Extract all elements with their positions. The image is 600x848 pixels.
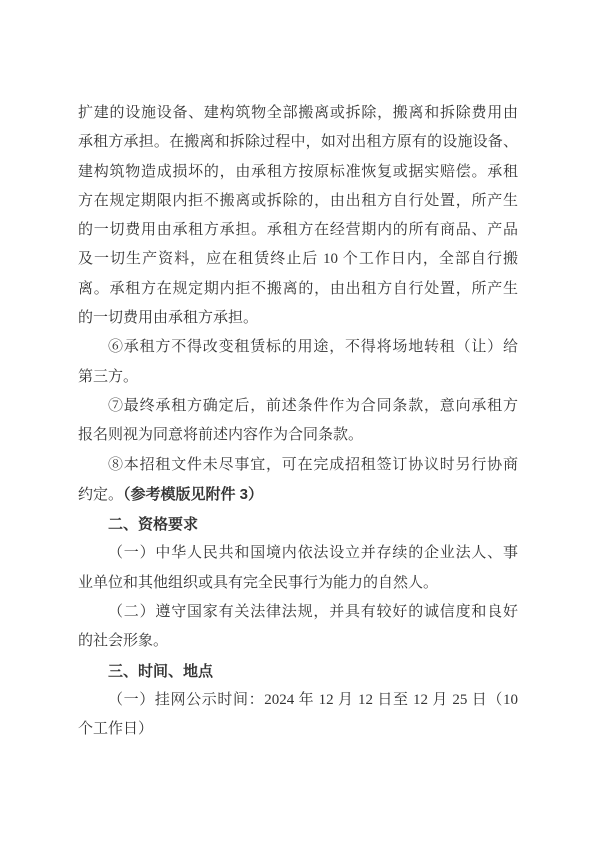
paragraph-line: 的一切费用由承租方承担。 (78, 310, 259, 327)
clause-8-line: ⑧本招租文件未尽事宜，可在完成招租签订协议时另行协商 (108, 456, 518, 473)
paragraph-line: 个工作日） (78, 721, 154, 738)
paragraph-line: 报名则视为同意将前述内容作为合同条款。 (78, 427, 364, 444)
clause-7-line: ⑦最终承租方确定后，前述条件作为合同条款，意向承租方 (108, 397, 518, 414)
attachment-reference-bold-text: （参考模版见附件 3） (123, 485, 264, 503)
paragraph-line: 的社会形象。 (78, 633, 169, 650)
clause-8-continuation-line (78, 480, 518, 510)
paragraph-line: 扩建的设施设备、建构筑物全部搬离或拆除，搬离和拆除费用由 (78, 105, 518, 121)
paragraph-line: 及一切生产资料，应在租赁终止后 10 个工作日内，全部自行搬 (78, 251, 518, 268)
paragraph-line: 方在规定期限内拒不搬离或拆除的，由出租方自行处置，所产生 (78, 192, 518, 209)
paragraph-line: 业单位和其他组织或具有完全民事行为能力的自然人。 (78, 574, 439, 591)
paragraph-line: 第三方。 (78, 368, 139, 385)
section-heading-time-place: 三、时间、地点 (108, 662, 214, 680)
publication-time-line: （一）挂网公示时间：2024 年 12 月 12 日至 12 月 25 日（10 (108, 691, 518, 708)
qualification-item-2-line: （二）遵守国家有关法律法规，并具有较好的诚信度和良好 (108, 604, 518, 621)
section-heading-qualifications: 二、资格要求 (108, 516, 199, 534)
clause-8-regular-text: 约定。 (78, 486, 124, 503)
paragraph-line: 承租方承担。在搬离和拆除过程中，如对出租方原有的设施设备、 (78, 134, 518, 151)
qualification-item-1-line: （一）中华人民共和国境内依法设立并存续的企业法人、事 (108, 545, 518, 562)
document-text-block (78, 99, 518, 745)
paragraph-line: 建构筑物造成损坏的，由承租方按原标准恢复或据实赔偿。承租 (78, 163, 518, 180)
clause-6-line: ⑥承租方不得改变租赁标的用途，不得将场地转租（让）给 (108, 339, 518, 356)
paragraph-line: 的一切费用由承租方承担。承租方在经营期内的所有商品、产品 (78, 222, 518, 239)
paragraph-line: 离。承租方在规定期内拒不搬离的，由出租方自行处置，所产生 (78, 280, 518, 297)
